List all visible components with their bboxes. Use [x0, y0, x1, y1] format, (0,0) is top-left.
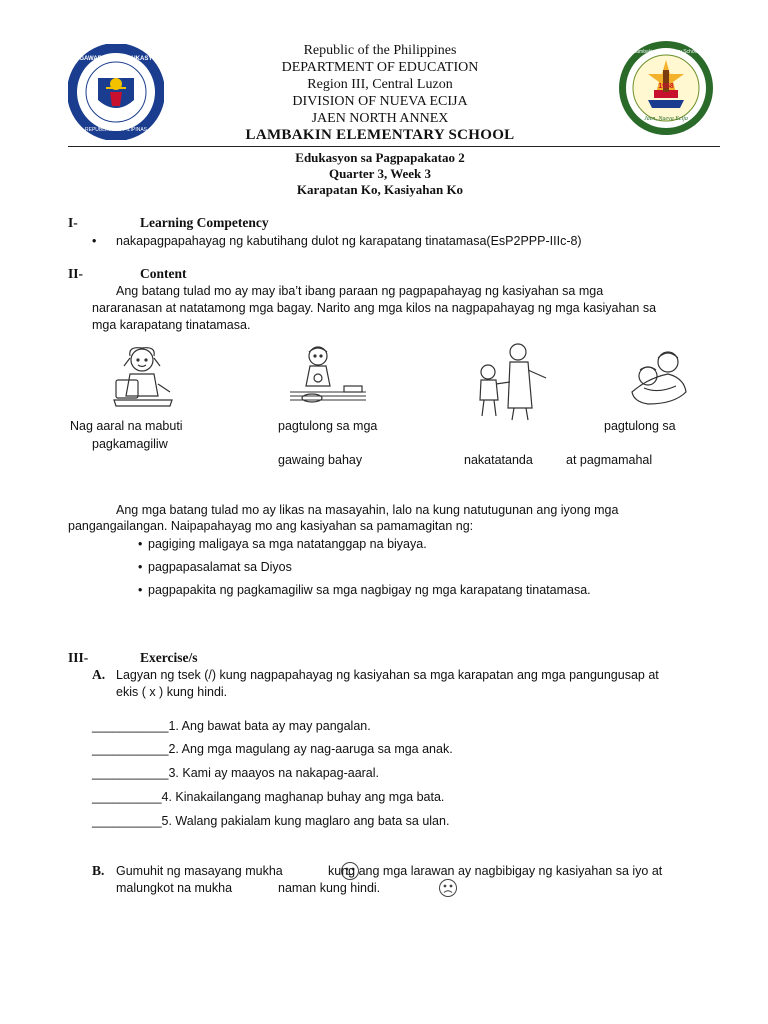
caption-chores: gawaing bahay [278, 453, 363, 467]
caption-friendliness: pagkamagiliw [92, 437, 168, 451]
header-department: DEPARTMENT OF EDUCATION [281, 60, 479, 75]
caption-helping-2: pagtulong sa [604, 419, 676, 433]
svg-text:REPUBLIKA NG PILIPINAS: REPUBLIKA NG PILIPINAS [85, 127, 147, 133]
header-divider [68, 146, 720, 147]
exercise-a-line1: Lagyan ng tsek (/) kung nagpapahayag ng kasiyahan sa mga karapatan ang mga pangungusap at [116, 668, 659, 682]
header-school: LAMBAKIN ELEMENTARY SCHOOL [245, 127, 515, 143]
caption-helping-1: pagtulong sa mga [278, 419, 378, 433]
competency-text: nakapagpapahayag ng kabutihang dulot ng karapatang tinatamasa(EsP2PPP-IIIc-8) [116, 234, 582, 248]
section-2-number: II- [68, 266, 84, 281]
caption-studying: Nag aaral na mabuti [70, 419, 183, 433]
exercise-b-line1a: Gumuhit ng masayang mukha [116, 864, 283, 878]
exercise-item-1: ___________1. Ang bawat bata ay may pangalan. [92, 719, 371, 733]
exercise-b-label: B. [92, 863, 105, 878]
svg-text:Jaen, Nueva Ecija: Jaen, Nueva Ecija [644, 116, 688, 122]
exercise-item-5: __________5. Walang pakialam kung maglaro ang bata sa ulan. [92, 814, 450, 828]
joy-bullet-2: pagpapasalamat sa Diyos [148, 560, 292, 574]
bullet-dot: • [138, 537, 143, 551]
content-para1-line1: Ang batang tulad mo ay may iba’t ibang paraan ng pagpapahayag ng kasiyahan sa mga [116, 284, 604, 298]
sad-face-icon [438, 878, 458, 898]
section-2-heading: Content [140, 266, 187, 281]
exercise-item-4: __________4. Kinakailangang maghanap buhay ang mga bata. [92, 790, 445, 804]
topic-title: Karapatan Ko, Kasiyahan Ko [296, 182, 464, 197]
content-para2-line2: pangangailangan. Naipapahayag mo ang kasiyahan sa pamamagitan ng: [68, 519, 474, 533]
content-para1-line3: mga karapatang tinatamasa. [92, 318, 251, 332]
hugging-illustration [624, 348, 696, 406]
school-seal-logo [618, 40, 714, 136]
bullet-dot: • [138, 560, 143, 574]
bullet-dot: • [92, 234, 97, 248]
svg-text:Lambakin Elementary School: Lambakin Elementary School [633, 49, 699, 55]
header-annex: JAEN NORTH ANNEX [311, 111, 449, 126]
section-1-number: I- [68, 215, 78, 230]
quarter-title: Quarter 3, Week 3 [328, 166, 432, 181]
child-helping-chores-illustration [288, 342, 368, 412]
deped-seal-logo [68, 44, 164, 140]
girl-studying-illustration [108, 344, 180, 410]
exercise-item-3: ___________3. Kami ay maayos na nakapag-aaral. [92, 766, 380, 780]
exercise-item-2: ___________2. Ang mga magulang ay nag-aaruga sa mga anak. [92, 742, 453, 756]
section-1-heading: Learning Competency [140, 215, 269, 230]
header-region: Region III, Central Luzon [307, 77, 453, 92]
bullet-dot: • [138, 583, 143, 597]
header-division: DIVISION OF NUEVA ECIJA [292, 94, 468, 109]
joy-bullet-1: pagiging maligaya sa mga natatanggap na biyaya. [148, 537, 427, 551]
content-para1-line2: nararanasan at natatamong mga bagay. Narito ang mga kilos na nagpapahayag ng mga kasiyahan sa [92, 301, 657, 315]
exercise-a-label: A. [92, 667, 106, 682]
child-helping-elder-illustration [470, 342, 552, 422]
subject-title: Edukasyon sa Pagpapakatao 2 [295, 150, 465, 165]
svg-text:KAGAWARAN NG EDUKASYON: KAGAWARAN NG EDUKASYON [70, 56, 162, 62]
svg-text:1958: 1958 [658, 83, 674, 90]
section-3-number: III- [68, 650, 89, 665]
exercise-b-line2a: malungkot na mukha [116, 881, 233, 895]
exercise-b-line1b: kung ang mga larawan ay nagbibigay ng kasiyahan sa iyo at [328, 864, 663, 878]
header-republic: Republic of the Philippines [303, 43, 457, 58]
exercise-b-line2b: naman kung hindi. [278, 881, 381, 895]
exercise-a-line2: ekis ( x ) kung hindi. [116, 685, 228, 699]
content-para2-line1: Ang mga batang tulad mo ay likas na masayahin, lalo na kung natutugunan ang iyong mga [116, 503, 619, 517]
joy-bullet-3: pagpapakita ng pagkamagiliw sa mga nagbigay ng mga karapatang tinatamasa. [148, 583, 591, 597]
caption-elders: nakatatanda [464, 453, 533, 467]
caption-love: at pagmamahal [566, 453, 653, 467]
section-3-heading: Exercise/s [140, 650, 198, 665]
